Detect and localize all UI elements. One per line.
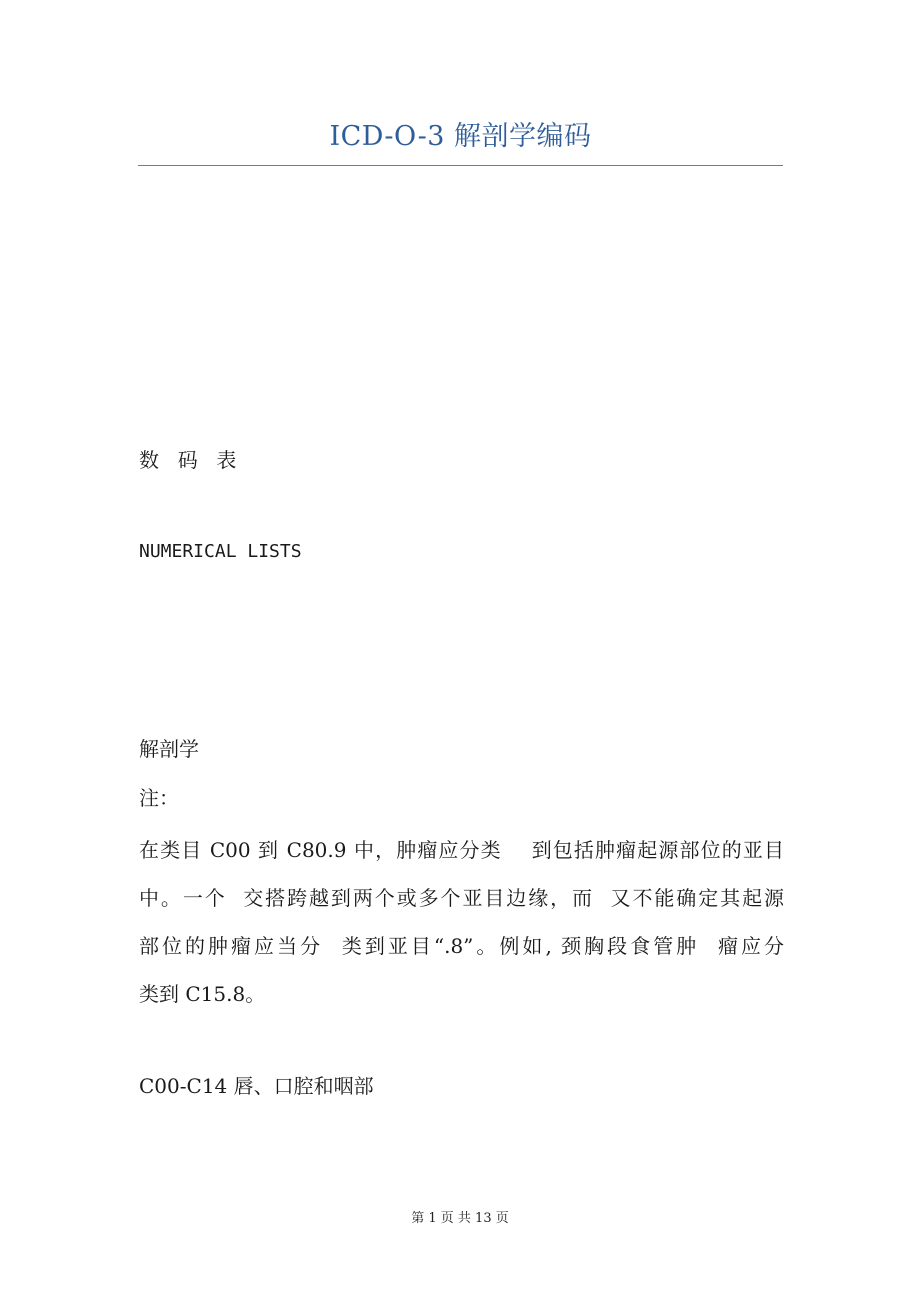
section-title-chinese: 数 码 表 bbox=[139, 448, 239, 472]
anatomy-heading: 解剖学 bbox=[139, 737, 199, 761]
note-label: 注： bbox=[139, 786, 179, 810]
code-range-heading: C00-C14 唇、口腔和咽部 bbox=[139, 1074, 374, 1098]
paragraph-line: 中。一个 交搭跨越到两个或多个亚目边缘，而 又不能确定其起源 bbox=[139, 886, 784, 910]
title-underline bbox=[138, 165, 783, 166]
paragraph-line: 类到 C15.8。 bbox=[139, 982, 266, 1006]
paragraph-line: 在类目 C00 到 C80.9 中，肿瘤应分类 到包括肿瘤起源部位的亚目 bbox=[139, 838, 784, 862]
section-title-english: NUMERICAL LISTS bbox=[139, 541, 302, 562]
note-paragraph bbox=[139, 826, 784, 1018]
document-title: ICD-O-3 解剖学编码 bbox=[329, 121, 592, 152]
paragraph-line: 部位的肿瘤应当分 类到亚目“.8”。例如, 颈胸段食管肿 瘤应分 bbox=[139, 934, 784, 958]
page-footer: 第 1 页 共 13 页 bbox=[411, 1211, 509, 1226]
